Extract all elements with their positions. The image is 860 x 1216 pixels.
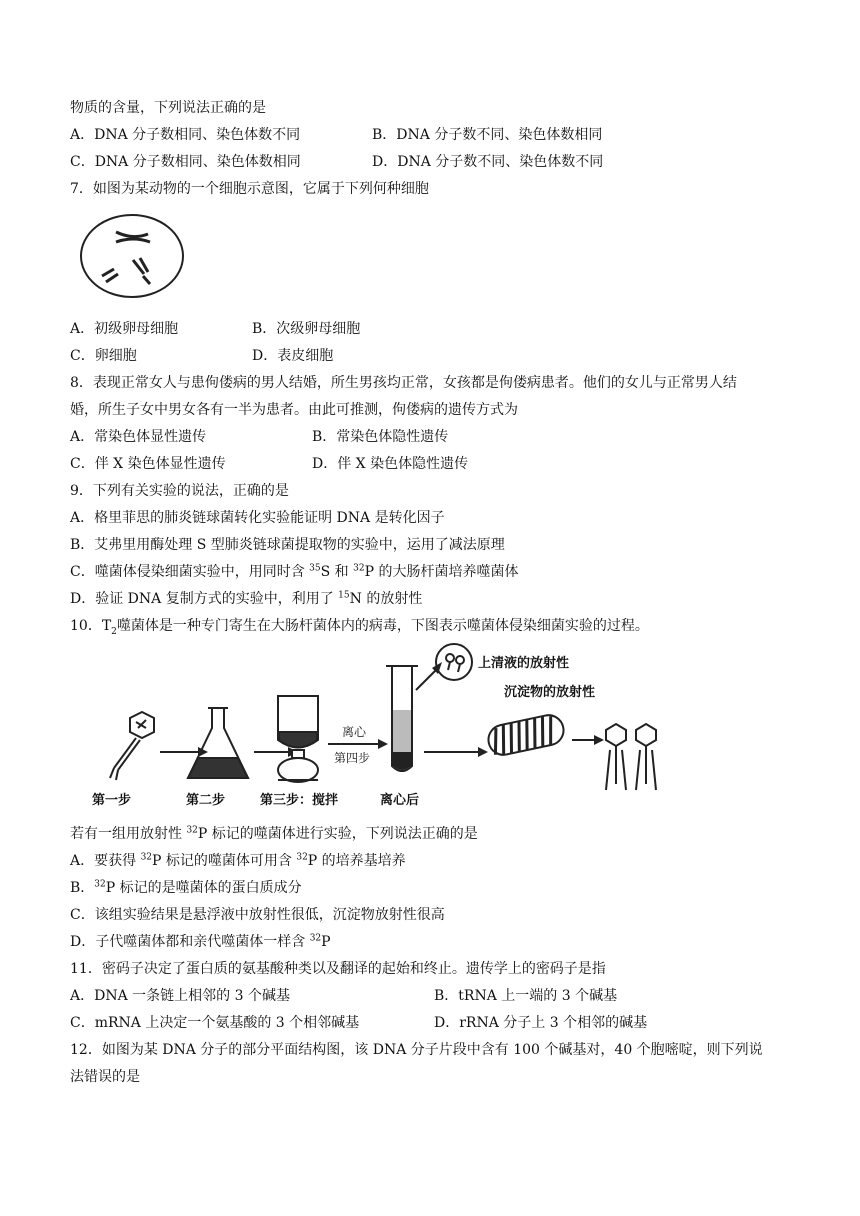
q10-option-a: A．要获得 $^{32}$P 标记的噬菌体可用含 $^{32}$P 的培养基培养 <box>70 852 406 869</box>
supernatant-bubble <box>436 644 472 680</box>
centrifuge-label: 离心 <box>342 725 367 739</box>
q7-option-a: A．初级卵母细胞 <box>70 321 179 337</box>
q9-option-b: B．艾弗里用酶处理 S 型肺炎链球菌提取物的实验中，运用了减法原理 <box>70 537 505 553</box>
chromosome-x <box>116 232 150 242</box>
q6-option-b: B．DNA 分子数不同、染色体数相同 <box>372 127 603 143</box>
q9-option-c: C．噬菌体侵染细菌实验中，用同时含 $^{35}$S 和 $^{32}$P 的大肠杆菌培养噬菌体 <box>70 563 519 580</box>
progeny-phage-icon <box>606 724 656 790</box>
sediment-label: 沉淀物的放射性 <box>504 685 596 700</box>
q7-stem: 7．如图为某动物的一个细胞示意图，它属于下列何种细胞 <box>70 181 429 197</box>
q6-stem-tail: 物质的含量，下列说法正确的是 <box>70 100 266 116</box>
q10-option-c: C．该组实验结果是悬浮液中放射性很低，沉淀物放射性很高 <box>70 907 445 923</box>
q9-option-a: A．格里菲思的肺炎链球菌转化实验能证明 DNA 是转化因子 <box>70 510 445 526</box>
q8-option-d: D．伴 X 染色体隐性遗传 <box>312 456 469 472</box>
q7-option-d: D．表皮细胞 <box>252 348 334 364</box>
q8-option-c: C．伴 X 染色体显性遗传 <box>70 456 226 472</box>
q8-option-a: A．常染色体显性遗传 <box>70 429 207 445</box>
q8-stem-line2: 婚，所生子女中男女各有一半为患者。由此可推测，佝偻病的遗传方式为 <box>70 402 518 418</box>
q8-stem-line1: 8．表现正常女人与患佝偻病的男人结婚，所生男孩均正常，女孩都是佝偻病患者。他们的女儿与正常男人结 <box>70 375 737 391</box>
step4-label: 第四步 <box>334 751 371 765</box>
q11-option-a: A．DNA 一条链上相邻的 3 个碱基 <box>70 988 290 1004</box>
bacterium-icon <box>486 712 567 757</box>
q10-option-b: B．$^{32}$P 标记的是噬菌体的蛋白质成分 <box>70 879 302 896</box>
after-centrifuge-label: 离心后 <box>380 793 420 808</box>
q6-option-a: A．DNA 分子数相同、染色体数不同 <box>70 127 301 143</box>
step3-label: 第三步：搅拌 <box>260 793 339 808</box>
q7-option-b: B．次级卵母细胞 <box>252 321 361 337</box>
q11-option-c: C．mRNA 上决定一个氨基酸的 3 个相邻碱基 <box>70 1015 360 1031</box>
cell-diagram <box>78 212 188 302</box>
supernatant-label: 上清液的放射性 <box>478 656 570 671</box>
blender-icon <box>278 696 318 782</box>
q12-stem-line2: 法错误的是 <box>70 1069 140 1085</box>
chromosome-small <box>102 269 118 282</box>
q11-option-d: D．rRNA 分子上 3 个相邻的碱基 <box>434 1015 648 1031</box>
flask-icon <box>188 708 248 778</box>
chromosome-pair <box>133 258 150 284</box>
q11-stem: 11．密码子决定了蛋白质的氨基酸种类以及翻译的起始和终止。遗传学上的密码子是指 <box>70 961 606 977</box>
q10-option-d: D．子代噬菌体都和亲代噬菌体一样含 $^{32}$P <box>70 933 331 950</box>
q10-stem: 10．$T_2$噬菌体是一种专门寄生在大肠杆菌体内的病毒，下图表示噬菌体侵染细菌实验的过程。 <box>70 618 649 637</box>
q8-option-b: B．常染色体隐性遗传 <box>312 429 449 445</box>
test-tube-icon <box>386 666 418 771</box>
cell-membrane <box>81 215 183 297</box>
q11-option-b: B．tRNA 上一端的 3 个碱基 <box>434 988 618 1004</box>
q9-option-d: D．验证 DNA 复制方式的实验中，利用了 $^{15}$N 的放射性 <box>70 590 423 607</box>
q6-option-d: D．DNA 分子数不同、染色体数不同 <box>372 154 604 170</box>
phage-experiment-diagram <box>80 640 680 815</box>
q10-lead: 若有一组用放射性 $^{32}$P 标记的噬菌体进行实验，下列说法正确的是 <box>70 825 478 842</box>
q9-stem: 9．下列有关实验的说法，正确的是 <box>70 483 289 499</box>
phage-icon <box>110 712 154 780</box>
step2-label: 第二步 <box>186 793 226 808</box>
q12-stem-line1: 12．如图为某 DNA 分子的部分平面结构图，该 DNA 分子片段中含有 100 个碱基对，40 个胞嘧啶，则下列说 <box>70 1042 763 1058</box>
q7-option-c: C．卵细胞 <box>70 348 137 364</box>
step1-label: 第一步 <box>92 793 132 808</box>
q6-option-c: C．DNA 分子数相同、染色体数相同 <box>70 154 301 170</box>
